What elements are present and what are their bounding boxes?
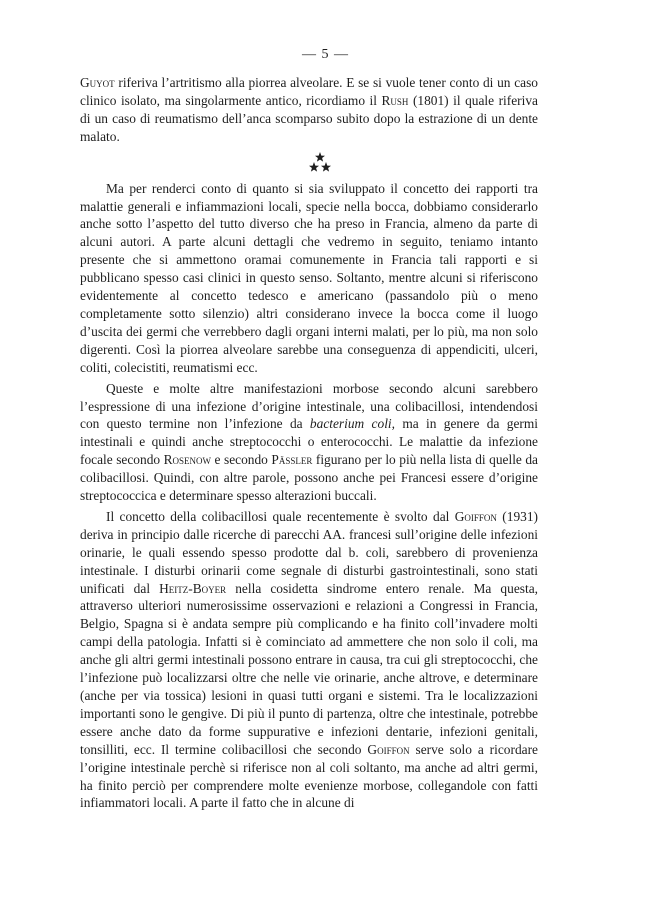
section-separator <box>80 146 538 180</box>
paragraph-2 <box>80 180 538 377</box>
paragraph-3 <box>80 380 538 505</box>
text-run: (1801) il quale riferiva di un caso di reumatismo dell’anca scomparso subito dopo la estrazione di un dente malato. <box>80 92 538 144</box>
text-run: nella cosidetta sindrome entero renale. Ma questa, attraverso ulteriori numerosissime osservazioni e relazioni a Congressi in Francia, Belgio, Spagna si è andata sempre più complicando e ha finito coll’invadere molti campi della patologia. Infatti si è cominciato ad ammettere che non solo il coli, ma anche gli altri germi intestinali possono entrare in causa, tra cui gli streptococchi, che l’infezione può localizzarsi oltre che nelle vie orinarie, anche altrove, e determinare (anche per via tossica) lesioni in quasi tutti organi e sistemi. Tra le localizzazioni importanti sono le gengive. Di più il punto di partenza, oltre che intestinale, potrebbe essere anche dato da forme suppurative e infezioni dentarie, infezioni genitali, tonsilliti, ecc. Il termine colibacillosi che secondo <box>80 580 538 757</box>
italic-term: bacterium coli, <box>309 416 395 432</box>
text-run: serve solo a ricordare l’origine intestinale perchè si riferisce non al coli soltanto, ma anche ad altri germi, ha finito perciò per comprendere molte evenienze morbose, collegandole con fatti infiammatori locali. A parte il fatto che in alcune di <box>80 741 538 811</box>
author-name: Goiffon <box>367 741 410 757</box>
author-name: Heitz-Boyer <box>159 580 227 596</box>
text-run: figurano per lo più nella lista di quelle da colibacillosi. Quindi, con altre parole, possono anche pei Francesi essere d’origine streptococcica e determinare spesso alterazioni buccali. <box>80 452 539 504</box>
text-run: (1931) deriva in principio dalle ricerche di parecchi AA. francesi sull’origine delle infezioni orinarie, le quali essendo spesso prodotte dal b. coli, sarebbero di provenienza intestinale. I disturbi orinarii come segnale di disturbi gastrointestinali, sono stati unificati dal <box>80 508 538 596</box>
paragraph-4 <box>80 508 538 812</box>
author-name: Rush <box>381 92 409 108</box>
author-name: Goiffon <box>454 508 497 524</box>
text-run: Il concetto della colibacillosi quale recentemente è svolto dal <box>106 508 455 524</box>
asterism-icon <box>309 151 331 173</box>
text-run: Queste e molte altre manifestazioni morbose secondo alcuni sarebbero l’espressione di una infezione d’origine intestinale, una colibacillosi, intendendosi con questo termine non l’infezione da <box>80 380 538 432</box>
author-name: Pässler <box>271 452 313 468</box>
text-run: ma in genere da germi intestinali e quindi anche streptococchi o enterococchi. Le malattie da infezione focale secondo <box>80 416 538 468</box>
text-run: riferiva l’artritismo alla piorrea alveolare. E se si vuole tener conto di un caso clinico isolato, ma singolarmente antico, ricordiamo il <box>80 75 538 108</box>
page-number: — 5 — <box>302 47 349 62</box>
body-text <box>80 74 538 812</box>
text-run: e secondo <box>211 452 272 468</box>
text-run: Ma per renderci conto di quanto si sia sviluppato il concetto dei rapporti tra malattie generali e infiammazioni locali, specie nella bocca, dobbiamo considerarlo anche sotto l’aspetto del tutto diverso che ha preso in Francia, almeno da parte di alcuni autori. A parte alcuni dettagli che vedremo in seguito, teniamo intanto presente che si ammettono oramai comunemente in Francia tali rapporti e si pubblicano spesso casi clinici in questo senso. Soltanto, mentre alcuni si riferiscono evidentemente al concetto tedesco e americano (passandolo più o meno completamente sotto silenzio) altri considerano invece la bocca come il luogo d’uscita dei germi che verrebbero dagli organi interni malati, per lo più, ma non solo digerenti. Così la piorrea alveolare sarebbe una conseguenza di appendiciti, ulceri, coliti, colecistiti, reumatismi ecc. <box>80 180 538 375</box>
author-name: Rosenow <box>163 452 212 468</box>
paragraph-1 <box>80 74 538 146</box>
author-name: Guyot <box>80 75 115 90</box>
